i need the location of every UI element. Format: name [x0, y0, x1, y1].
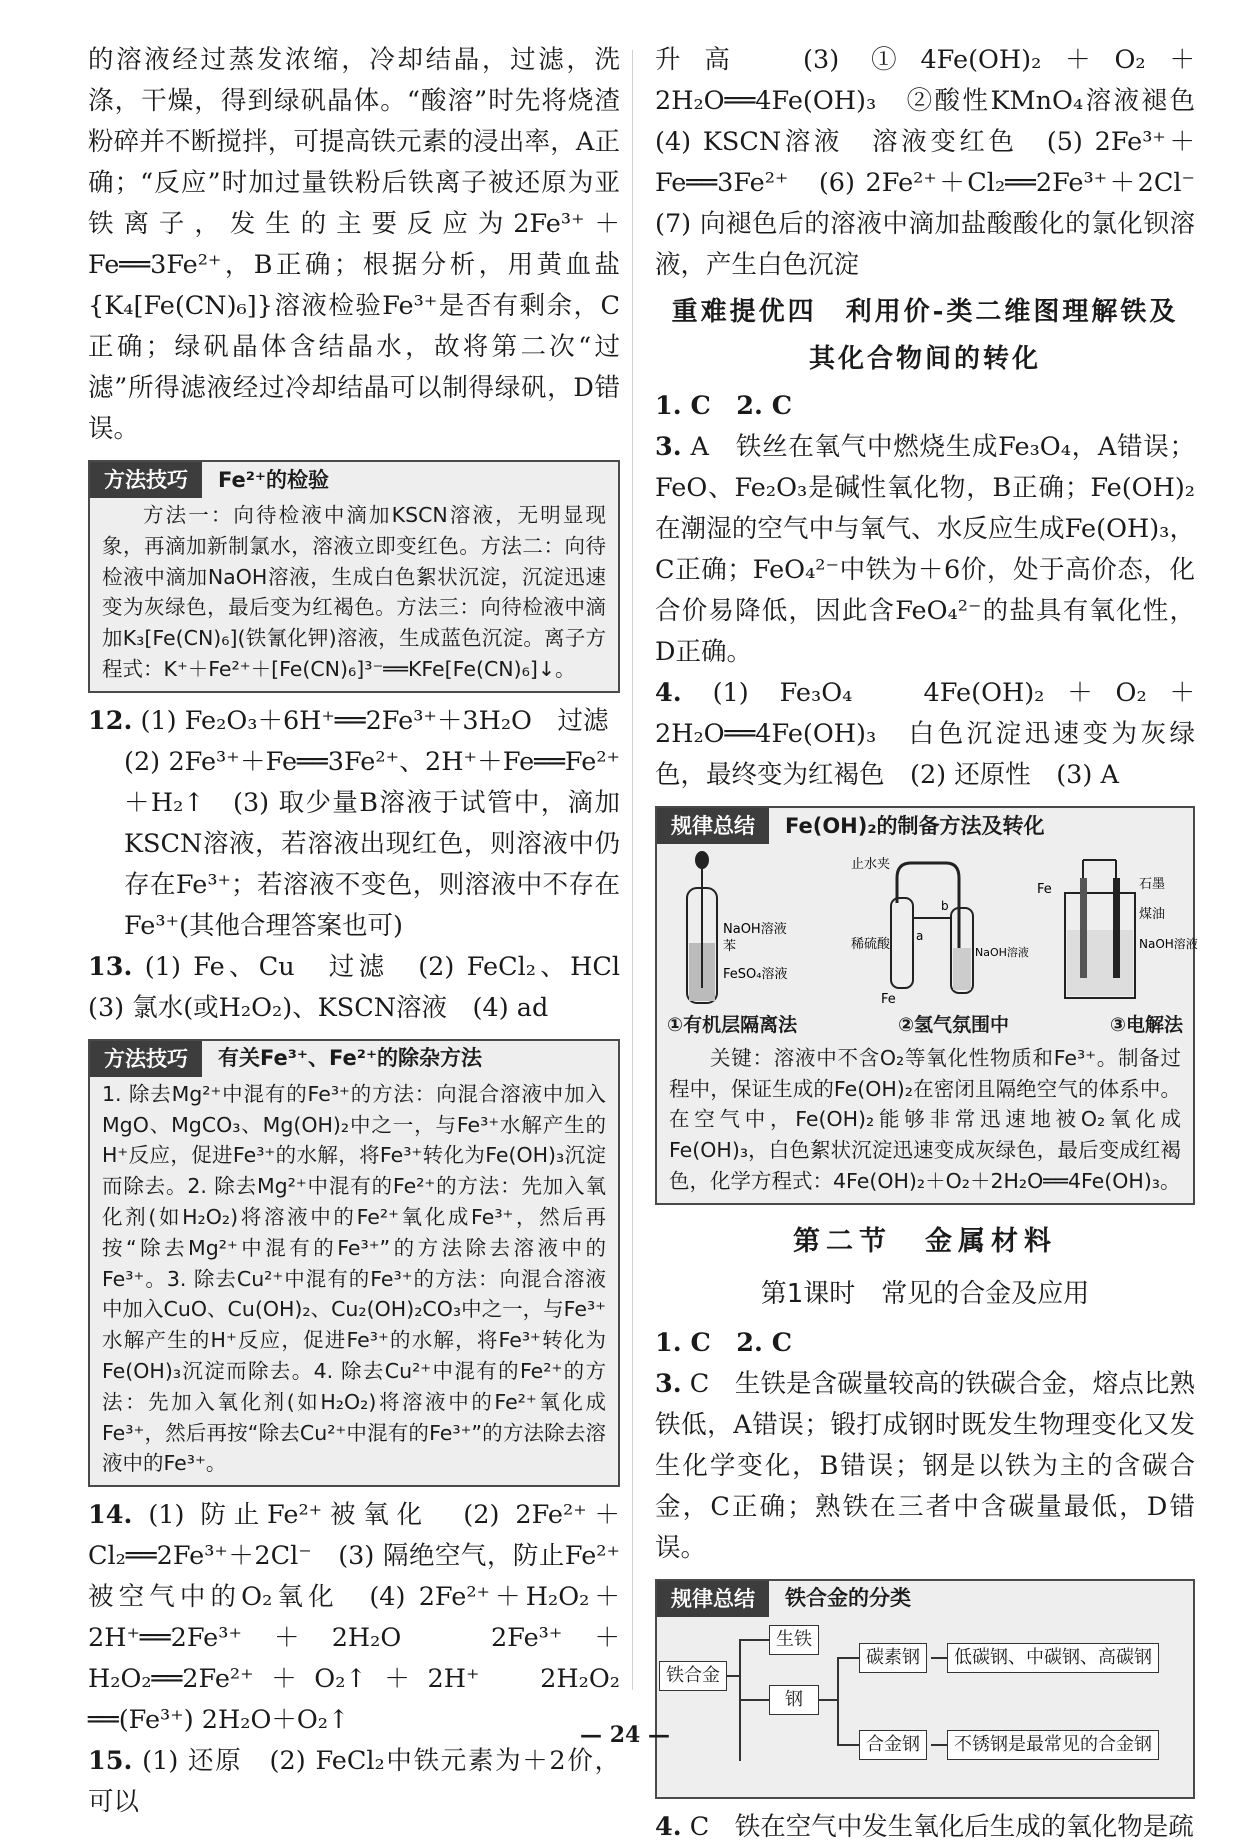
apparatus-figures: [657, 844, 1198, 1010]
summary-box-feoh2: [655, 806, 1198, 1205]
fig-label: Fe: [881, 992, 896, 1007]
box-tag: 方法技巧: [90, 1041, 202, 1077]
figure-captions: [657, 1010, 1193, 1041]
page-number: — 24 —: [580, 1722, 670, 1748]
hydrogen-atmosphere-apparatus-figure: [851, 848, 1029, 1010]
section-title-line2: 其化合物间的转化: [808, 344, 1041, 374]
alloy-classification-tree: [657, 1617, 1193, 1797]
organic-layer-apparatus-figure: [667, 848, 815, 1010]
box-tag: 规律总结: [657, 808, 769, 844]
chapter-title: 第二节 金属材料: [793, 1225, 1057, 1257]
node-carbon-steel: 碳素钢: [859, 1643, 927, 1673]
fig-label: b: [941, 899, 949, 913]
question-number: 12.: [88, 705, 133, 736]
paragraph: 升高 (3) ①4Fe(OH)₂＋O₂＋2H₂O══4Fe(OH)₃ ②酸性KMnO₄溶液褪色 (4) KSCN溶液 溶液变红色 (5) 2Fe³⁺＋Fe══3Fe²⁺ (6) 2Fe²⁺＋Cl₂══2Fe³⁺＋2Cl⁻ (7) 向褪色后的溶液中滴加盐酸酸化的氯化钡溶液，产生白色沉淀: [655, 45, 1221, 280]
paragraph: 的溶液经过蒸发浓缩，冷却结晶，过滤，洗涤，干燥，得到绿矾晶体。“酸溶”时先将烧渣粉碎并不断搅拌，可提高铁元素的浸出率，A正确；“反应”时加过量铁粉后铁离子被还原为亚铁离子，发生的主要反应为2Fe³⁺＋Fe══3Fe²⁺，B正确；根据分析，用黄血盐{K₄[Fe(CN)₆]}溶液检验Fe³⁺是否有剩余，C正确；绿矾晶体含结晶水，故将第二次“过滤”所得滤液经过冷却结晶可以制得绿矾，D错误。: [88, 45, 620, 444]
box-tag: 方法技巧: [90, 462, 202, 498]
box-title: Fe²⁺的检验: [218, 467, 330, 492]
right-column: [655, 40, 1221, 1848]
fig-label: NaOH溶液: [723, 922, 787, 937]
answer-3: [655, 1364, 1195, 1569]
answer-text: (1) Fe₃O₄ 4Fe(OH)₂＋O₂＋2H₂O══4Fe(OH)₃ 白色沉淀迅速变为灰绿色，最终变为红褐色 (2) 还原性 (3) A: [655, 678, 1195, 790]
node-carbon-steel-types: 低碳钢、中碳钢、高碳钢: [947, 1643, 1159, 1673]
question-number: 3.: [655, 432, 682, 462]
question-number: 3.: [655, 1368, 682, 1399]
fig-caption: ③电解法: [1109, 1014, 1183, 1036]
fig-label: 煤油: [1139, 907, 1166, 922]
question-number: 4.: [655, 1811, 682, 1842]
column-divider: [632, 50, 633, 1690]
answer-3: [655, 427, 1195, 673]
fig-label: Fe: [1037, 882, 1052, 897]
question-number: 14.: [88, 1500, 133, 1531]
box-body: 关键：溶液中不含O₂等氧化性物质和Fe³⁺。制备过程中，保证生成的Fe(OH)₂在密闭且隔绝空气的体系中。在空气中，Fe(OH)₂能够非常迅速地被O₂氧化成Fe(OH)₃，白色絮状沉淀迅速变成灰绿色，最后变成红褐色，化学方程式：4Fe(OH)₂＋O₂＋2H₂O══4Fe(OH)₃。: [669, 1045, 1181, 1193]
answer-text: C 铁在空气中发生氧化后生成的氧化物是疏: [689, 1811, 1194, 1842]
section-title: 重难提优四 利用价-类二维图理解铁及: [671, 297, 1179, 327]
answers-1-2: 1. C 2. C: [655, 391, 793, 421]
fig-label: 石墨: [1139, 877, 1166, 892]
box-title: Fe(OH)₂的制备方法及转化: [785, 813, 1045, 838]
answer-15: [88, 1741, 620, 1823]
answer-text: (1) 防止Fe²⁺被氧化 (2) 2Fe²⁺＋Cl₂══2Fe³⁺＋2Cl⁻ (3) 隔绝空气，防止Fe²⁺被空气中的O₂氧化 (4) 2Fe²⁺＋H₂O₂＋2H⁺══2Fe³⁺＋2H₂O 2Fe³⁺＋H₂O₂══2Fe²⁺＋O₂↑＋2H⁺ 2H₂O₂ ══(Fe³⁺) 2H₂O＋O₂↑: [88, 1500, 621, 1736]
box-body: 1. 除去Mg²⁺中混有的Fe³⁺的方法：向混合溶液中加入MgO、MgCO₃、Mg(OH)₂中之一，与Fe³⁺水解产生的H⁺反应，促进Fe³⁺的水解，将Fe³⁺转化为Fe(OH)₃沉淀而除去。2. 除去Mg²⁺中混有的Fe²⁺的方法：先加入氧化剂(如H₂O₂)将溶液中的Fe²⁺氧化成Fe³⁺，然后再按“除去Mg²⁺中混有的Fe³⁺”的方法除去溶液中的Fe³⁺。3. 除去Cu²⁺中混有的Fe³⁺的方法：向混合溶液中加入CuO、Cu(OH)₂、Cu₂(OH)₂CO₃中之一，与Fe³⁺水解产生的H⁺反应，促进Fe³⁺的水解，将Fe³⁺转化为Fe(OH)₃沉淀而除去。4. 除去Cu²⁺中混有的Fe²⁺的方法：先加入氧化剂(如H₂O₂)将溶液中的Fe²⁺氧化成Fe³⁺，然后再按“除去Cu²⁺中混有的Fe³⁺”的方法除去溶液中的Fe³⁺。: [102, 1081, 606, 1476]
method-box-fe2-test: [88, 460, 620, 693]
answer-text: (1) Fe、Cu 过滤 (2) FeCl₂、HCl (3) 氯水(或H₂O₂)、KSCN溶液 (4) ad: [88, 951, 646, 1023]
electrolysis-apparatus-figure: [1035, 848, 1198, 1010]
summary-box-iron-alloy: [655, 1579, 1195, 1799]
fig-label: 稀硫酸: [851, 937, 891, 952]
answer-13: [88, 947, 646, 1029]
node-pig-iron: 生铁: [769, 1625, 819, 1655]
node-steel: 钢: [769, 1685, 819, 1715]
answers-1-2: 1. C 2. C: [655, 1327, 793, 1358]
fig-label: 止水夹: [851, 857, 891, 872]
answer-text: C 生铁是含碳量较高的铁碳合金，熔点比熟铁低，A错误；锻打成钢时既发生物理变化又发生化学变化，B错误；钢是以铁为主的含碳合金，C正确；熟铁在三者中含碳量最低，D错误。: [655, 1368, 1195, 1563]
fig-caption: ①有机层隔离法: [667, 1014, 798, 1036]
fig-label: FeSO₄溶液: [723, 967, 788, 982]
fig-label: NaOH溶液: [975, 946, 1029, 959]
answer-12-cont: (2) 2Fe³⁺＋Fe══3Fe²⁺、2H⁺＋Fe══Fe²⁺＋H₂↑ (3) 取少量B溶液于试管中，滴加KSCN溶液，若溶液出现红色，则溶液中仍存在Fe³⁺；若溶液不变色，则溶液中不存在Fe³⁺(其他合理答案也可): [124, 746, 620, 941]
node-stainless-steel: 不锈钢是最常见的合金钢: [947, 1730, 1159, 1760]
box-title: 铁合金的分类: [785, 1586, 911, 1611]
question-number: 4.: [655, 678, 682, 708]
box-tag: 规律总结: [657, 1581, 769, 1617]
answer-14: [88, 1495, 620, 1741]
fig-caption: ②氢气氛围中: [897, 1014, 1010, 1036]
box-title: 有关Fe³⁺、Fe²⁺的除杂方法: [218, 1046, 483, 1071]
fig-label: a: [916, 929, 924, 943]
node-alloy-steel: 合金钢: [859, 1730, 927, 1760]
answer-text: (1) Fe₂O₃＋6H⁺══2Fe³⁺＋3H₂O 过滤: [140, 705, 609, 736]
answer-text: A 铁丝在氧气中燃烧生成Fe₃O₄，A错误；FeO、Fe₂O₃是碱性氧化物，B正确；Fe(OH)₂在潮湿的空气中与氧气、水反应生成Fe(OH)₃，C正确；FeO₄²⁻中铁为＋6价，处于高价态，化合价易降低，因此含FeO₄²⁻的盐具有氧化性，D正确。: [655, 432, 1195, 667]
answer-12: [88, 701, 620, 742]
answer-text: (1) 还原 (2) FeCl₂中铁元素为＋2价，可以: [88, 1746, 620, 1818]
box-body: 方法一：向待检液中滴加KSCN溶液，无明显现象，再滴加新制氯水，溶液立即变红色。方法二：向待检液中滴加NaOH溶液，生成白色絮状沉淀，沉淀迅速变为灰绿色，最后变为红褐色。方法三：向待检液中滴加K₃[Fe(CN)₆](铁氰化钾)溶液，生成蓝色沉淀。离子方程式：K⁺＋Fe²⁺＋[Fe(CN)₆]³⁻══KFe[Fe(CN)₆]↓。: [102, 503, 606, 681]
answer-4: [655, 673, 1195, 796]
lesson-title: 第1课时 常见的合金及应用: [760, 1278, 1090, 1309]
question-number: 13.: [88, 951, 133, 982]
answer-4: [655, 1807, 1195, 1848]
node-iron-alloy: 铁合金: [659, 1661, 727, 1691]
fig-label: 苯: [723, 939, 737, 954]
method-box-impurity: [88, 1039, 620, 1487]
fig-label: NaOH溶液: [1139, 937, 1198, 951]
question-number: 15.: [88, 1746, 133, 1777]
